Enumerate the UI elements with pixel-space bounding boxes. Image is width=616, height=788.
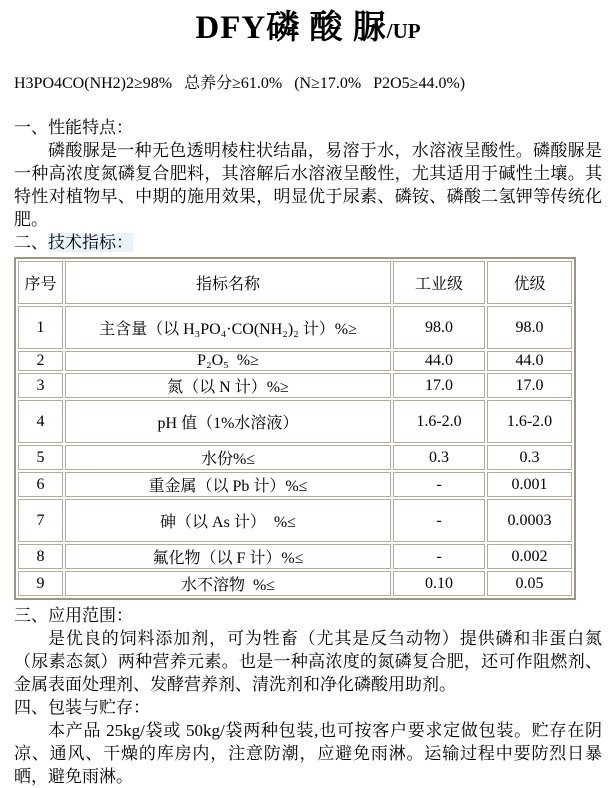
- table-row: [18, 571, 572, 596]
- industrial-grade-cell: -: [393, 472, 485, 497]
- premium-grade-cell: 0.3: [487, 445, 572, 470]
- row-no-cell: 1: [18, 306, 63, 349]
- indicator-name-cell: 砷（以 As 计） %≤: [65, 499, 391, 542]
- indicator-name-cell: 氮（以 N 计）%≥: [65, 373, 391, 398]
- premium-grade-cell: 0.002: [487, 544, 572, 569]
- row-no-cell: 6: [18, 472, 63, 497]
- section-2-heading: [14, 231, 602, 254]
- chemical-formula-line: H3PO4CO(NH2)2≥98% 总养分≥61.0% (N≥17.0% P2O5≥44.0%): [14, 75, 466, 92]
- col-header-indicator-name: 指标名称: [65, 261, 391, 304]
- row-no-cell: 3: [18, 373, 63, 398]
- industrial-grade-cell: 17.0: [393, 373, 485, 398]
- row-no-cell: 2: [18, 351, 63, 371]
- indicator-name-cell: 水不溶物 %≤: [65, 571, 391, 596]
- table-row: [18, 499, 572, 542]
- premium-grade-cell: 0.0003: [487, 499, 572, 542]
- row-no-cell: 7: [18, 499, 63, 542]
- col-header-index: 序号: [18, 261, 63, 304]
- indicator-name-cell: 重金属（以 Pb 计）%≤: [65, 472, 391, 497]
- table-row: [18, 445, 572, 470]
- row-no-cell: 8: [18, 544, 63, 569]
- industrial-grade-cell: 0.10: [393, 571, 485, 596]
- industrial-grade-cell: 98.0: [393, 306, 485, 349]
- table-header-row: [18, 261, 572, 304]
- premium-grade-cell: 1.6-2.0: [487, 400, 572, 443]
- table-row: [18, 544, 572, 569]
- row-no-cell: 9: [18, 571, 63, 596]
- table-row: [18, 400, 572, 443]
- page-title: [14, 6, 602, 56]
- industrial-grade-cell: 1.6-2.0: [393, 400, 485, 443]
- premium-grade-cell: 98.0: [487, 306, 572, 349]
- premium-grade-cell: 0.001: [487, 472, 572, 497]
- section-4-body: 本产品 25kg/袋或 50kg/袋两种包装,也可按客户要求定做包装。贮存在阴凉、通风、干燥的库房内，注意防潮，应避免雨淋。运输过程中要防烈日暴晒，避免雨淋。: [14, 721, 602, 786]
- col-header-premium-grade: 优级: [487, 261, 572, 304]
- product-title-suffix: /UP: [386, 19, 421, 43]
- premium-grade-cell: 44.0: [487, 351, 572, 371]
- table-row: [18, 306, 572, 349]
- table-row: [18, 472, 572, 497]
- section-3-heading: 三、应用范围：: [14, 606, 133, 625]
- indicator-name-cell: 主含量（以 H₃PO₄·CO(NH₂)₂ 计）%≥: [65, 306, 391, 349]
- table-row: [18, 351, 572, 371]
- indicator-name-cell: pH 值（1%水溶液）: [65, 400, 391, 443]
- premium-grade-cell: 0.05: [487, 571, 572, 596]
- row-no-cell: 5: [18, 445, 63, 470]
- section-1-heading: 一、性能特点：: [14, 118, 133, 137]
- indicator-name-cell: 氟化物（以 F 计）%≤: [65, 544, 391, 569]
- product-title: DFY磷 酸 脲: [195, 10, 387, 46]
- section-2-heading-text: 技术指标：: [48, 233, 133, 252]
- industrial-grade-cell: -: [393, 544, 485, 569]
- indicator-name-cell: 水份%≤: [65, 445, 391, 470]
- indicator-name-cell: P₂O₅ %≥: [65, 351, 391, 371]
- table-row: [18, 373, 572, 398]
- section-1-body: 磷酸脲是一种无色透明棱柱状结晶，易溶于水，水溶液呈酸性。磷酸脲是一种高浓度氮磷复合肥料，其溶解后水溶液呈酸性，尤其适用于碱性土壤。其特性对植物早、中期的施用效果，明显优于尿素、磷铵、磷酸二氢钾等传统化肥。: [14, 141, 602, 229]
- row-no-cell: 4: [18, 400, 63, 443]
- section-2-heading-prefix: 二、: [14, 233, 48, 252]
- col-header-industrial-grade: 工业级: [393, 261, 485, 304]
- spec-table: [14, 257, 576, 600]
- industrial-grade-cell: -: [393, 499, 485, 542]
- section-3-body: 是优良的饲料添加剂，可为牲畜（尤其是反刍动物）提供磷和非蛋白氮（尿素态氮）两种营养元素。也是一种高浓度的氮磷复合肥，还可作阻燃剂、金属表面处理剂、发酵营养剂、清洗剂和净化磷酸用助剂。: [14, 629, 602, 694]
- section-4-heading: 四、包装与贮存：: [14, 698, 150, 717]
- industrial-grade-cell: 44.0: [393, 351, 485, 371]
- industrial-grade-cell: 0.3: [393, 445, 485, 470]
- premium-grade-cell: 17.0: [487, 373, 572, 398]
